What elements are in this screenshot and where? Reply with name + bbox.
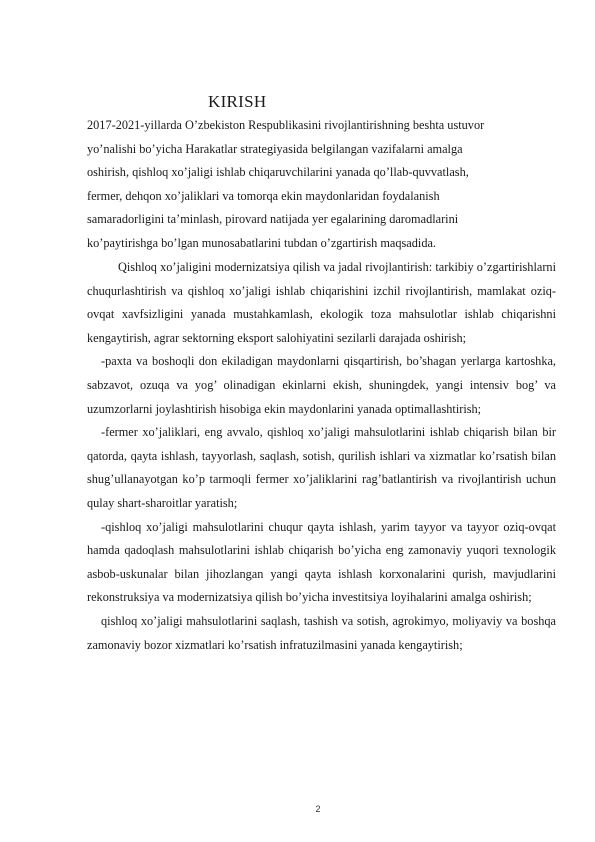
document-title: KIRISH: [208, 92, 267, 111]
intro-line: 2017-2021-yillarda O’zbekiston Respublikasini rivojlantirishning beshta ustuvor: [87, 118, 485, 132]
body-text: [87, 256, 556, 657]
intro-block: [87, 114, 527, 255]
paragraph-modernization: Qishloq xo’jaligini modernizatsiya qilish va jadal rivojlantirish: tarkibiy o’zgartirishlarni chuqurlashtirish va qishloq xo’jaligi ishlab chiqarishini izchil rivojlantirish, mamlakat oziq-ovqat xavfsizligini yanada mustahkamlash, ekologik toza mahsulotlar ishlab chiqarishni kengaytirish, agrar sektorning eksport salohiyatini sezilarli darajada oshirish;: [87, 260, 556, 345]
paragraph-processing: -qishloq xo’jaligi mahsulotlarini chuqur qayta ishlash, yarim tayyor va tayyor oziq-ovqat hamda qadoqlash mahsulotlarini ishlab chiqarish bo’yicha eng zamonaviy yuqori texnologik asbob-uskunalar bilan jihozlangan yangi qayta ishlash korxonalarini qurish, mavjudlarini rekonstruksiya va modernizatsiya qilish bo’yicha investitsiya loyihalarini amalga oshirish;: [87, 519, 556, 605]
paragraph-infrastructure: qishloq xo’jaligi mahsulotlarini saqlash, tashish va sotish, agrokimyo, moliyaviy va boshqa zamonaviy bozor xizmatlari ko’rsatish infratuzilmasini yanada kengaytirish;: [87, 613, 556, 652]
paragraph-farms: -fermer xo’jaliklari, eng avvalo, qishloq xo’jaligi mahsulotlarini ishlab chiqarish bilan bir qatorda, qayta ishlash, tayyorlash, saqlash, sotish, qurilish ishlari va xizmatlar ko’rsatish bilan shug’ullanayotgan ko’p tarmoqli fermer xo’jaliklarini rag’batlantirish va rivojlantirish uchun qulay shart-sharoitlar yaratish;: [87, 425, 556, 510]
intro-line: ko’paytirishga bo’lgan munosabatlarini tubdan o’zgartirish maqsadida.: [87, 235, 437, 250]
intro-line: yo’nalishi bo’yicha Harakatlar strategiyasida belgilangan vazifalarni amalga: [87, 141, 463, 156]
intro-line: fermer, dehqon xo’jaliklari va tomorqa ekin maydonlaridan foydalanish: [87, 188, 440, 203]
page-number: 2: [315, 804, 321, 814]
paragraph-cotton-grain: -paxta va boshoqli don ekiladigan maydonlarni qisqartirish, bo’shagan yerlarga kartoshka, sabzavot, ozuqa va yog’ olinadigan ekinlarni ekish, shuningdek, yangi intensiv bog’ va uzumzorlarni joylashtirish hisobiga ekin maydonlarini yanada optimallashtirish;: [87, 354, 556, 416]
intro-line: oshirish, qishloq xo’jaligi ishlab chiqaruvchilarini yanada qo’llab-quvvatlash,: [87, 165, 469, 179]
intro-line: samaradorligini ta’minlash, pirovard natijada yer egalarining daromadlarini: [87, 212, 459, 226]
